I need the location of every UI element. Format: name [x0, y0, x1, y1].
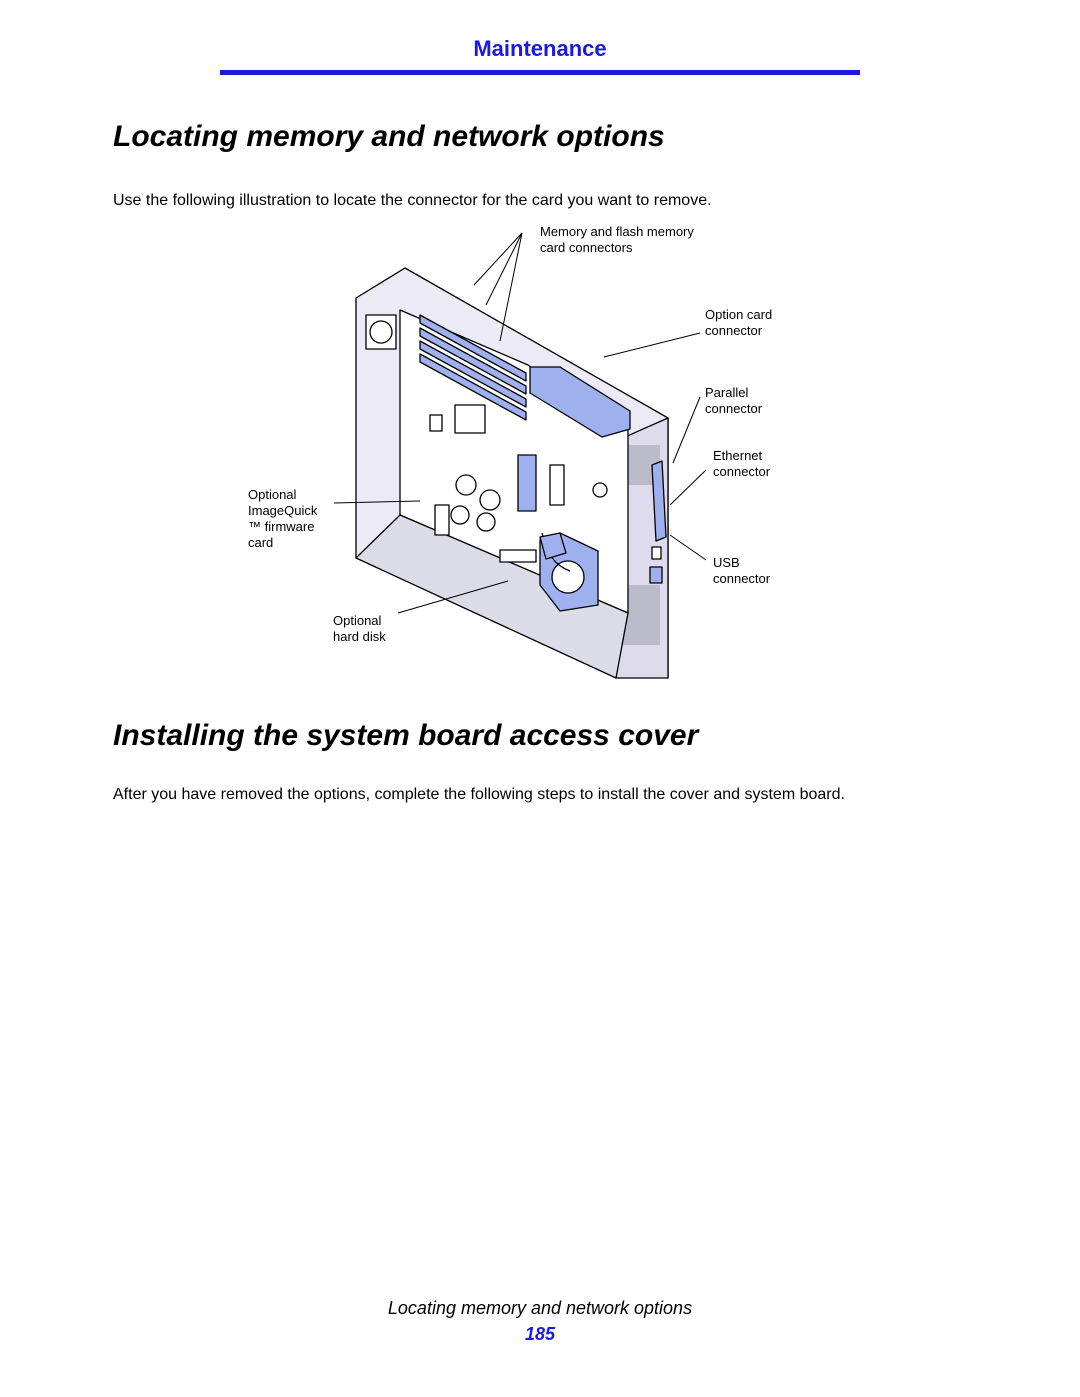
footer-title: Locating memory and network options [387, 1298, 693, 1318]
running-header-title: Maintenance [473, 36, 607, 61]
section-heading-locating: Locating memory and network options [113, 120, 665, 153]
header-rule [220, 70, 860, 75]
callout-ethernet-connector: Ethernet connector [713, 448, 771, 479]
system-board-illustration [230, 215, 790, 685]
callout-option-card-connector: Option card connector [705, 307, 773, 338]
callout-memory-connectors: Memory and flash memory card connectors [540, 224, 694, 255]
section-heading-installing: Installing the system board access cover [113, 719, 699, 752]
callout-parallel-connector: Parallel connector [705, 385, 763, 416]
callout-hard-disk: Optional hard disk [333, 613, 386, 644]
section-intro-paragraph: Use the following illustration to locate the connector for the card you want to remove. [113, 192, 712, 209]
callout-imagequick-card: Optional ImageQuick ™ firmware card [248, 487, 318, 550]
callout-usb-connector: USB connector [713, 555, 771, 586]
system-board-drawing [230, 215, 790, 685]
page-number: 185 [524, 1324, 556, 1344]
usb-port [650, 567, 662, 583]
section-install-paragraph: After you have removed the options, complete the following steps to install the cover and system board. [113, 786, 845, 803]
ethernet-port [652, 547, 661, 559]
